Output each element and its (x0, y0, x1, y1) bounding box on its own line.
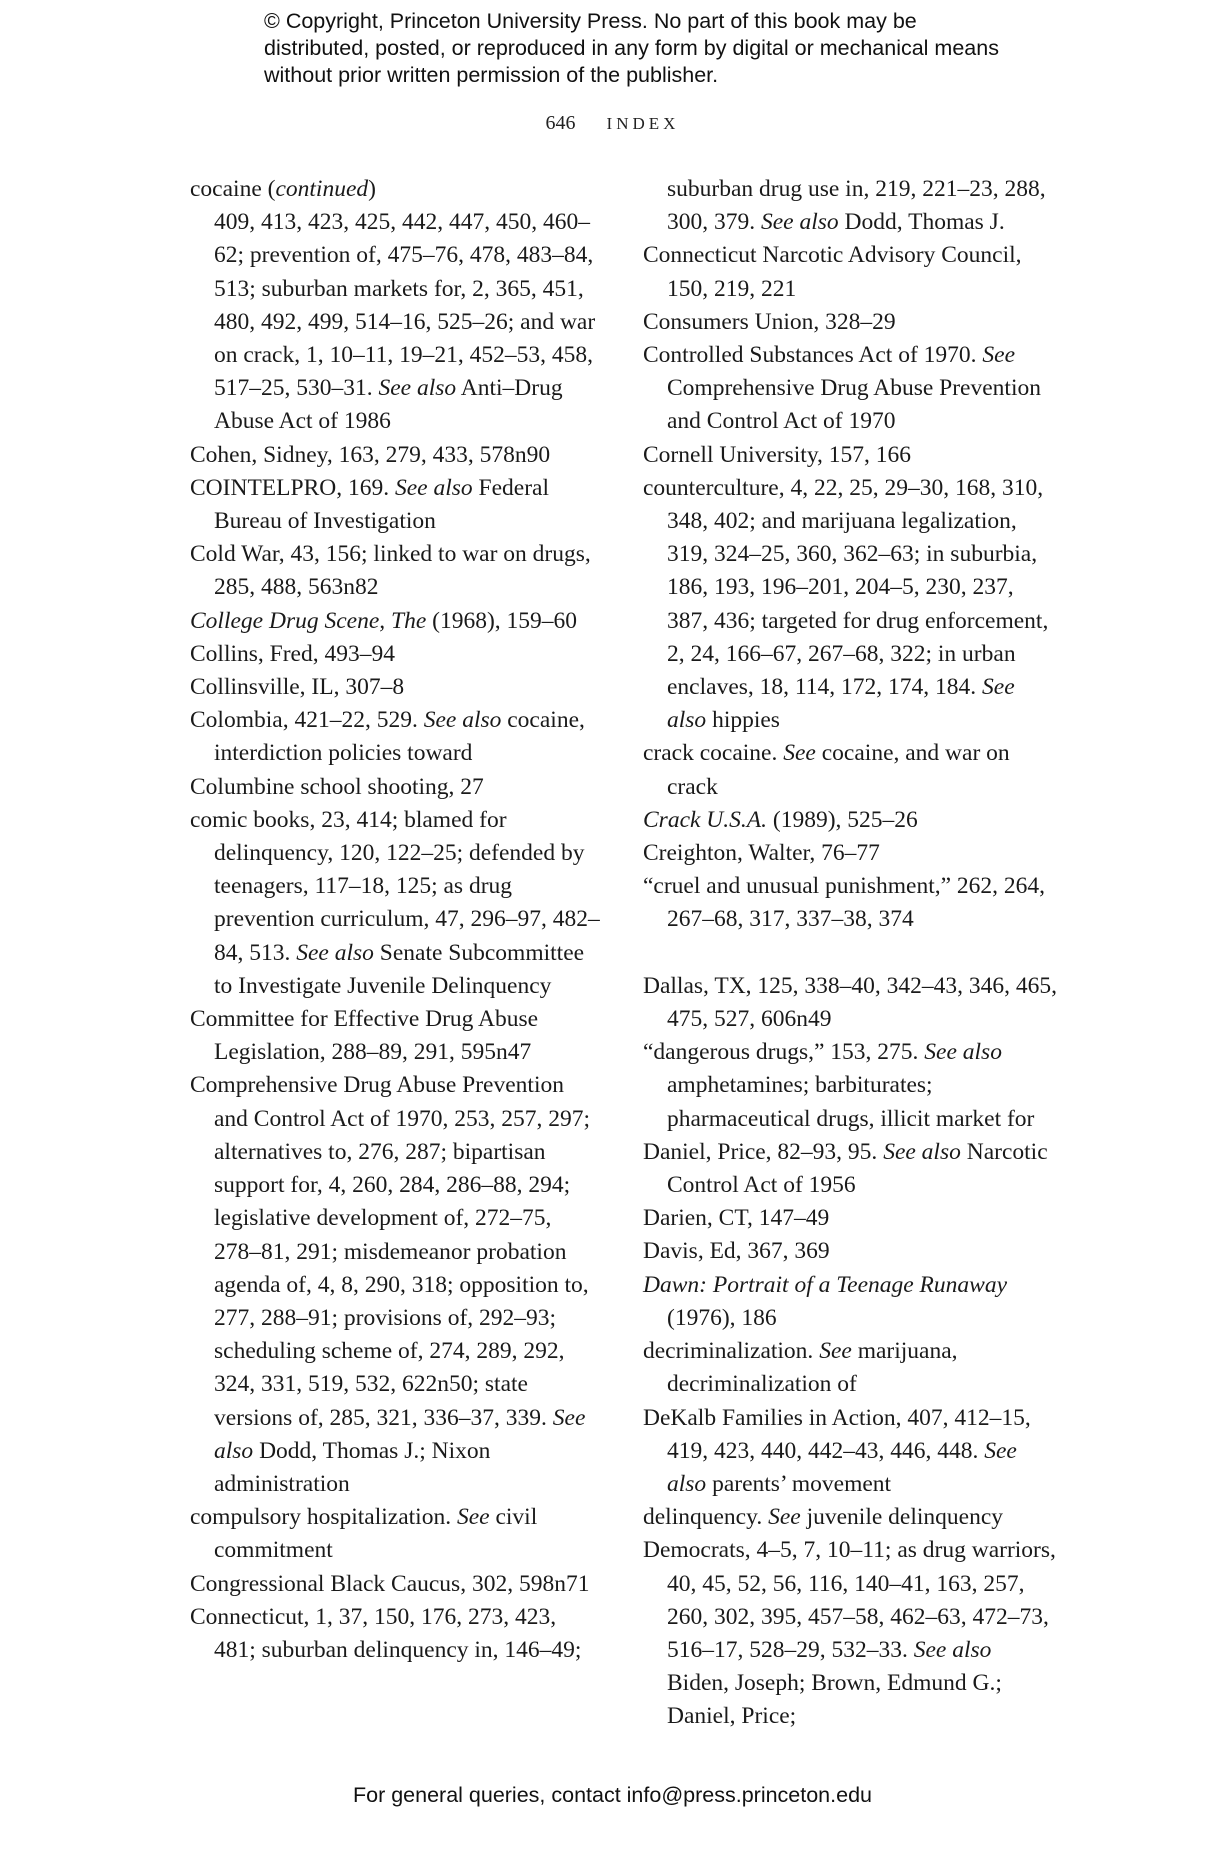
index-entry: Congressional Black Caucus, 302, 598n71 (190, 1570, 590, 1597)
index-column-right (643, 173, 1058, 1734)
index-entry: Cornell University, 157, 166 (643, 441, 912, 468)
index-entry: compulsory hospitalization. See civil commitment (190, 1504, 538, 1564)
index-entry: Crack U.S.A. (1989), 525–26 (643, 806, 918, 833)
index-entry: Davis, Ed, 367, 369 (643, 1238, 830, 1265)
index-entry: Cohen, Sidney, 163, 279, 433, 578n90 (190, 441, 551, 468)
index-entry: Dallas, TX, 125, 338–40, 342–43, 346, 465, 475, 527, 606n49 (643, 972, 1058, 1033)
copyright-notice: © Copyright, Princeton University Press. No part of this book may be distributed, posted, or reproduced in any form by digital or mechanical means without prior written permission of the publisher. (264, 9, 999, 87)
index-entry: delinquency. See juvenile delinquency (643, 1504, 1004, 1531)
index-entry: Comprehensive Drug Abuse Prevention and Control Act of 1970, 253, 257, 297; alternatives to, 276, 287; bipartisan support for, 4, 260, 284, 286–88, 294; legislative development of, 272–75, 278–81, 291; misdemeanor probation agenda of, 4, 8, 290, 318; opposition to, 277, 288–91; provisions of, 292–93; scheduling scheme of, 274, 289, 292, 324, 331, 519, 532, 622n50; state versions of, 285, 321, 336–37, 339. See also Dodd, Thomas J.; Nixon administration (190, 1072, 590, 1497)
index-entry: Daniel, Price, 82–93, 95. See also Narcotic Control Act of 1956 (643, 1138, 1048, 1199)
index-entry: Columbine school shooting, 27 (190, 773, 484, 800)
index-entry: Dawn: Portrait of a Teenage Runaway (1976), 186 (643, 1271, 1008, 1331)
index-column-left (190, 173, 600, 1667)
page-number: 646 (545, 112, 576, 134)
index-entry: DeKalb Families in Action, 407, 412–15, 419, 423, 440, 442–43, 446, 448. See also parents’ movement (643, 1404, 1031, 1497)
index-entry: Darien, CT, 147–49 (643, 1205, 830, 1232)
index-entry: Connecticut Narcotic Advisory Council, 150, 219, 221 (643, 242, 1022, 302)
index-entry: Collinsville, IL, 307–8 (190, 674, 405, 701)
index-entry: Democrats, 4–5, 7, 10–11; as drug warriors, 40, 45, 52, 56, 116, 140–41, 163, 257, 260, 302, 395, 457–58, 462–63, 472–73, 516–17, 528–29, 532–33. See also Biden, Joseph; Brown, Edmund G.; Daniel, Price; (643, 1537, 1056, 1730)
index-entry: COINTELPRO, 169. See also Federal Bureau of Investigation (190, 474, 549, 535)
index-entry-continued: suburban drug use in, 219, 221–23, 288, 300, 379. See also Dodd, Thomas J. (667, 176, 1046, 236)
section-title: INDEX (606, 114, 680, 133)
index-entry: Cold War, 43, 156; linked to war on drugs, 285, 488, 563n82 (190, 541, 591, 601)
index-entry: Controlled Substances Act of 1970. See Comprehensive Drug Abuse Prevention and Control Act of 1970 (643, 342, 1041, 435)
index-entry: Colombia, 421–22, 529. See also cocaine, interdiction policies toward (190, 707, 585, 767)
index-entry-continued: 409, 413, 423, 425, 442, 447, 450, 460–62; prevention of, 475–76, 478, 483–84, 513; suburban markets for, 2, 365, 451, 480, 492, 499, 514–16, 525–26; and war on crack, 1, 10–11, 19–21, 452–53, 458, 517–25, 530–31. See also Anti–Drug Abuse Act of 1986 (214, 209, 596, 435)
index-entry: Committee for Effective Drug Abuse Legislation, 288–89, 291, 595n47 (190, 1006, 539, 1066)
index-entry: “dangerous drugs,” 153, 275. See also amphetamines; barbiturates; pharmaceutical drugs, illicit market for (643, 1039, 1035, 1132)
index-entry: crack cocaine. See cocaine, and war on crack (643, 740, 1010, 800)
index-entry: Creighton, Walter, 76–77 (643, 840, 880, 867)
running-head (0, 112, 1225, 135)
index-entry: comic books, 23, 414; blamed for delinquency, 120, 122–25; defended by teenagers, 117–18, 125; as drug prevention curriculum, 47, 296–97, 482–84, 513. See also Senate Subcommittee to Investigate Juvenile Delinquency (190, 806, 600, 999)
index-entry: Connecticut, 1, 37, 150, 176, 273, 423, 481; suburban delinquency in, 146–49; (190, 1603, 582, 1663)
index-entry: decriminalization. See marijuana, decriminalization of (643, 1338, 958, 1398)
index-entry: Collins, Fred, 493–94 (190, 640, 395, 667)
index-entry: cocaine (continued) (190, 176, 376, 202)
index-entry: Consumers Union, 328–29 (643, 308, 896, 335)
index-entry: “cruel and unusual punishment,” 262, 264, 267–68, 317, 337–38, 374 (643, 873, 1046, 933)
footer-contact: For general queries, contact info@press.princeton.edu (352, 1783, 872, 1807)
index-entry: counterculture, 4, 22, 25, 29–30, 168, 310, 348, 402; and marijuana legalization, 319, 324–25, 360, 362–63; in suburbia, 186, 193, 196–201, 204–5, 230, 237, 387, 436; targeted for drug enforcement, 2, 24, 166–67, 267–68, 322; in urban enclaves, 18, 114, 172, 174, 184. See also hippies (643, 474, 1049, 734)
index-entry: College Drug Scene, The (1968), 159–60 (190, 607, 578, 634)
